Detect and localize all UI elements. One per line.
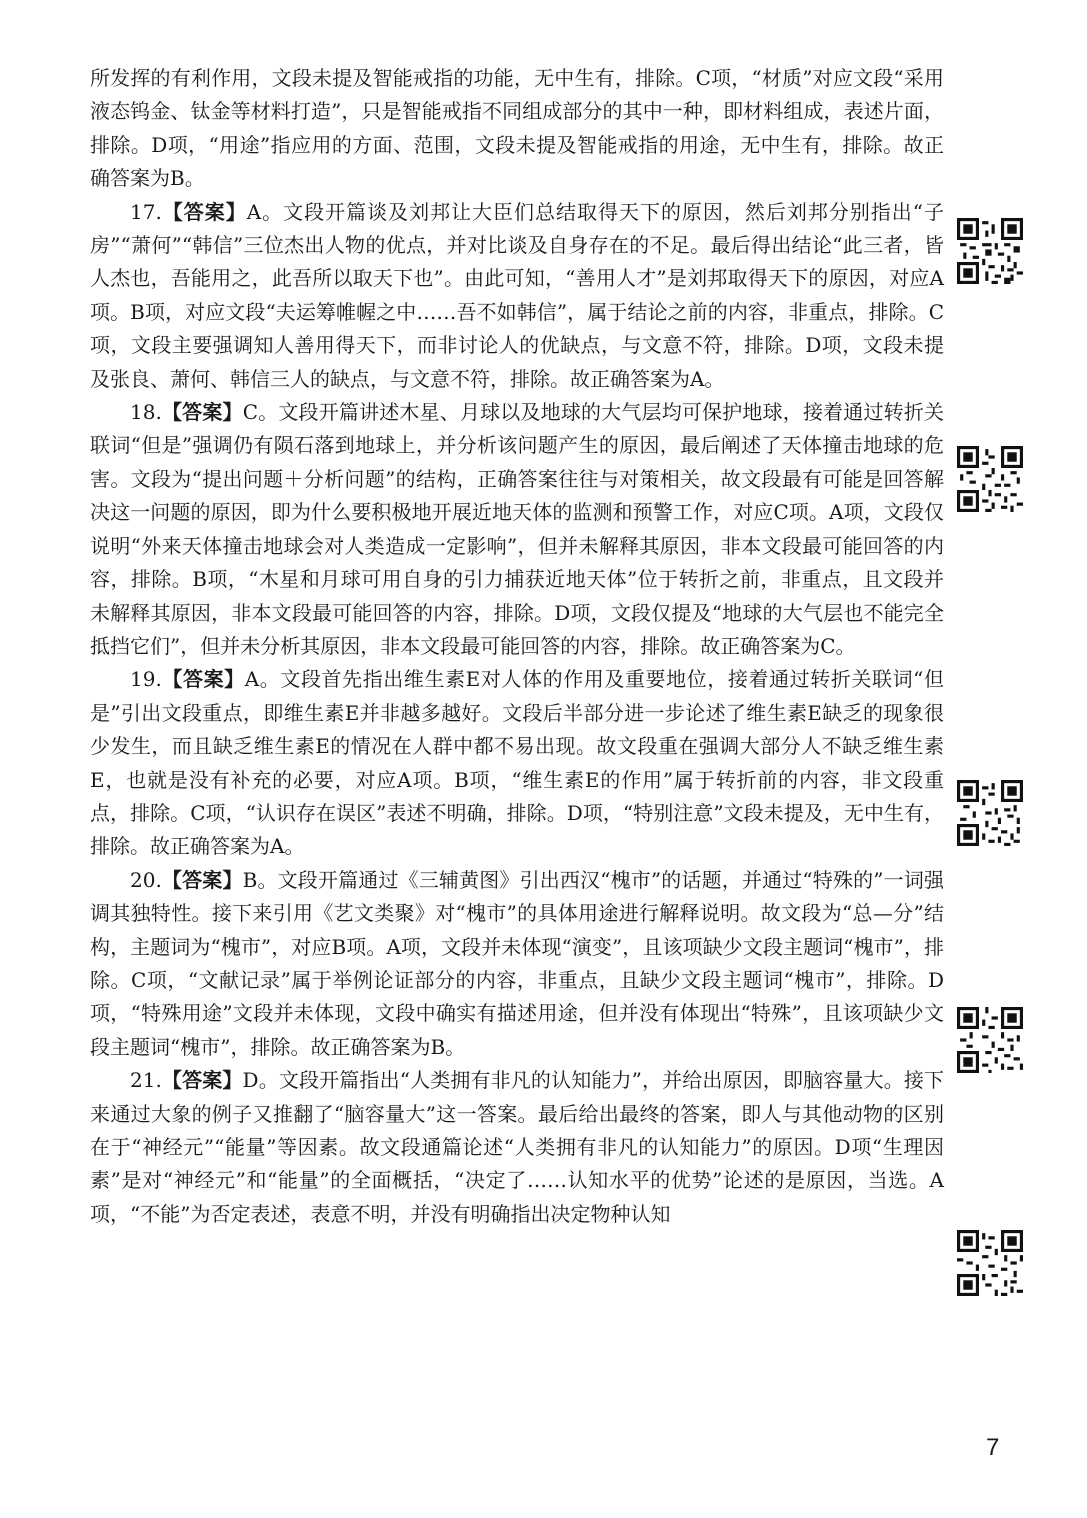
qr-code-icon bbox=[957, 446, 1023, 512]
qr-code-icon bbox=[957, 218, 1023, 284]
question-number: 17. bbox=[130, 199, 162, 224]
qr-code-18[interactable] bbox=[957, 446, 1023, 512]
answer-18 bbox=[90, 396, 944, 663]
answer-text: D。文段开篇指出“人类拥有非凡的认知能力”，并给出原因，即脑容量大。接下来通过大象的例子又推翻了“脑容量大”这一答案。最后给出最终的答案，即人与其他动物的区别在于“神经元”“能量”等因素。故文段通篇论述“人类拥有非凡的认知能力”的原因。D项“生理因素”是对“神经元”和“能量”的全面概括，“决定了……认知水平的优势”论述的是原因，当选。A项，“不能”为否定表述，表意不明，并没有明确指出决定物种认知 bbox=[90, 1068, 945, 1226]
paragraph-text: 所发挥的有利作用，文段未提及智能戒指的功能，无中生有，排除。C项，“材质”对应文段“采用液态钨金、钛金等材料打造”，只是智能戒指不同组成部分的其中一种，即材料组成，表述片面，排除。D项，“用途”指应用的方面、范围，文段未提及智能戒指的用途，无中生有，排除。故正确答案为B。 bbox=[90, 66, 944, 191]
answer-text: C。文段开篇讲述木星、月球以及地球的大气层均可保护地球，接着通过转折关联词“但是”强调仍有陨石落到地球上，并分析该问题产生的原因，最后阐述了天体撞击地球的危害。文段为“提出问题＋分析问题”的结构，正确答案往往与对策相关，故文段最有可能是回答解决这一问题的原因，即为什么要积极地开展近地天体的监测和预警工作，对应C项。A项，文段仅说明“外来天体撞击地球会对人类造成一定影响”，但并未解释其原因，非本文段最可能回答的内容，排除。B项，“木星和月球可用自身的引力捕获近地天体”位于转折之前，非重点，且文段并未解释其原因，非本文段最可能回答的内容，排除。D项，文段仅提及“地球的大气层也不能完全抵挡它们”，但并未分析其原因，非本文段最可能回答的内容，排除。故正确答案为C。 bbox=[90, 400, 944, 658]
answer-tag: 【答案】 bbox=[161, 400, 243, 425]
qr-code-icon bbox=[957, 780, 1023, 846]
qr-code-19[interactable] bbox=[957, 780, 1023, 846]
answer-tag: 【答案】 bbox=[161, 1068, 243, 1093]
answer-21 bbox=[90, 1064, 944, 1231]
qr-code-icon bbox=[957, 1230, 1023, 1296]
qr-code-20[interactable] bbox=[957, 1007, 1023, 1073]
answer-tag: 【答案】 bbox=[161, 667, 245, 692]
question-number: 21. bbox=[130, 1068, 162, 1093]
question-number: 19. bbox=[130, 667, 162, 692]
qr-code-icon bbox=[957, 1007, 1023, 1073]
question-number: 18. bbox=[130, 400, 162, 425]
answer-20 bbox=[90, 864, 944, 1064]
answer-text: A。文段首先指出维生素E对人体的作用及重要地位，接着通过转折关联词“但是”引出文段重点，即维生素E并非越多越好。文段后半部分进一步论述了维生素E缺乏的现象很少发生，而且缺乏维生素E的情况在人群中都不易出现。故文段重在强调大部分人不缺乏维生素E，也就是没有补充的必要，对应A项。B项，“维生素E的作用”属于转折前的内容，非文段重点，排除。C项，“认识存在误区”表述不明确，排除。D项，“特别注意”文段未提及，无中生有，排除。故正确答案为A。 bbox=[90, 667, 944, 859]
page-number: 7 bbox=[986, 1434, 1000, 1461]
answer-text: B。文段开篇通过《三辅黄图》引出西汉“槐市”的话题，并通过“特殊的”一词强调其独特性。接下来引用《艺文类聚》对“槐市”的具体用途进行解释说明。故文段为“总—分”结构，主题词为“槐市”，对应B项。A项，文段并未体现“演变”，且该项缺少文段主题词“槐市”，排除。C项，“文献记录”属于举例论证部分的内容，非重点，且缺少文段主题词“槐市”，排除。D项，“特殊用途”文段并未体现，文段中确实有描述用途，但并没有体现出“特殊”，且该项缺少文段主题词“槐市”，排除。故正确答案为B。 bbox=[90, 867, 944, 1059]
answer-tag: 【答案】 bbox=[161, 867, 243, 892]
paragraph-continuation bbox=[90, 62, 944, 196]
answer-text: A。文段开篇谈及刘邦让大臣们总结取得天下的原因，然后刘邦分别指出“子房”“萧何”“韩信”三位杰出人物的优点，并对比谈及自身存在的不足。最后得出结论“此三者，皆人杰也，吾能用之，此吾所以取天下也”。由此可知，“善用人才”是刘邦取得天下的原因，对应A项。B项，对应文段“夫运筹帷幄之中……吾不如韩信”，属于结论之前的内容，非重点，排除。C项，文段主要强调知人善用得天下，而非讨论人的优缺点，与文意不符，排除。D项，文段未提及张良、萧何、韩信三人的缺点，与文意不符，排除。故正确答案为A。 bbox=[90, 199, 944, 391]
qr-code-21[interactable] bbox=[957, 1230, 1023, 1296]
answer-tag: 【答案】 bbox=[161, 199, 247, 224]
answer-19 bbox=[90, 663, 944, 863]
qr-code-17[interactable] bbox=[957, 218, 1023, 284]
question-number: 20. bbox=[130, 867, 162, 892]
answer-17 bbox=[90, 196, 944, 396]
answer-explanations bbox=[90, 62, 944, 1231]
